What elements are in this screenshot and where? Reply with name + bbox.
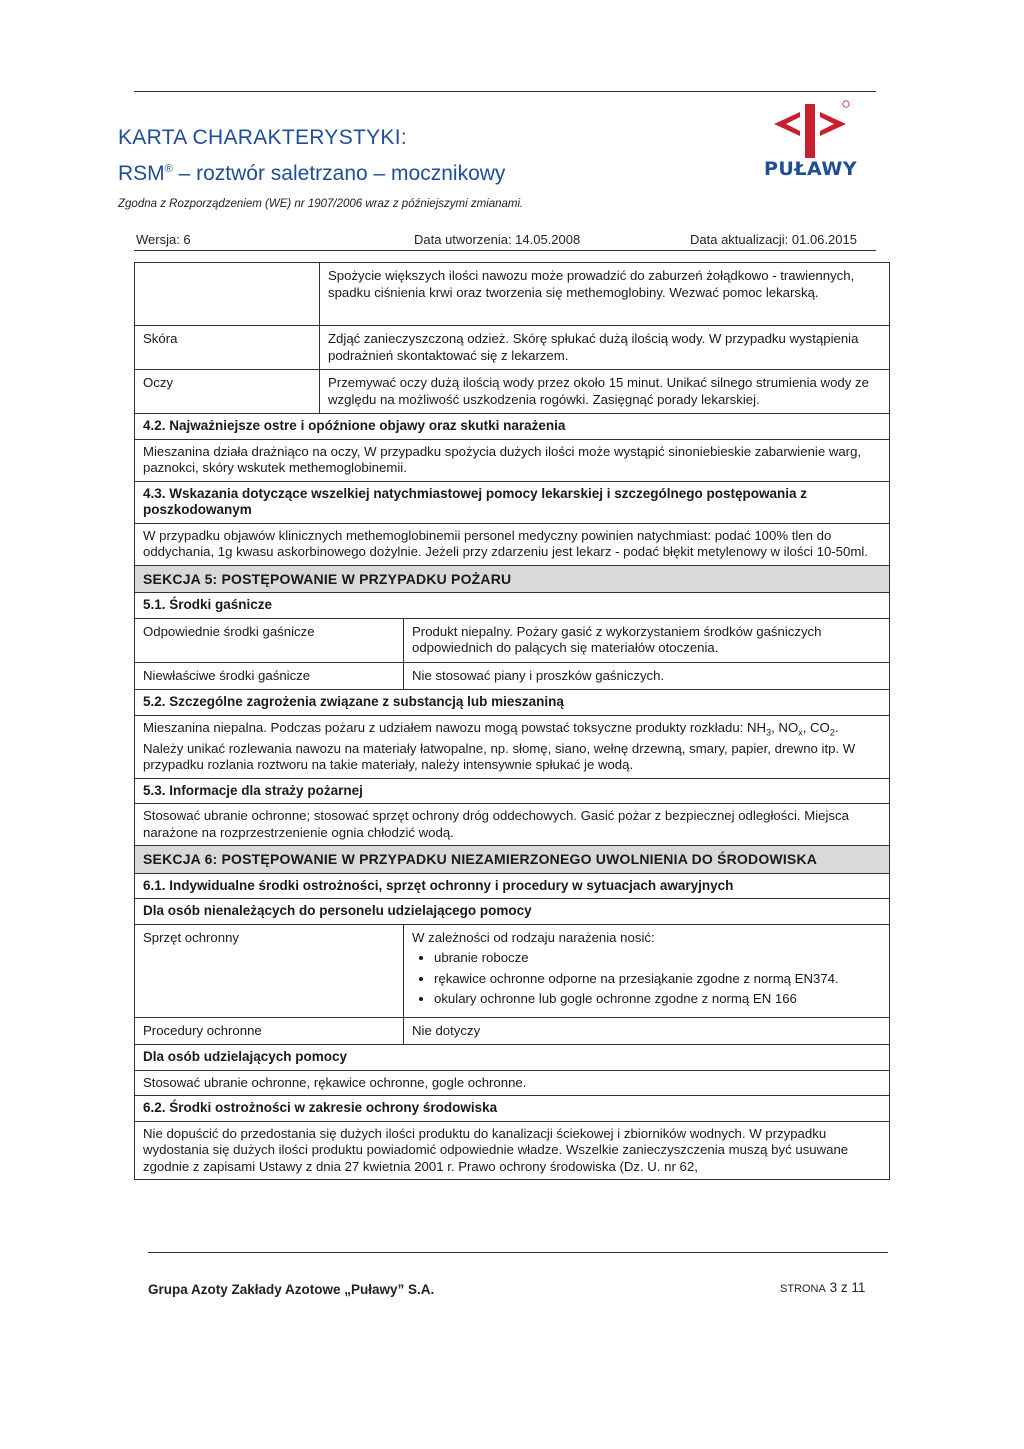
text-5-2-part: . Należy unikać rozlewania nawozu na materiały łatwopalne, np. słomę, siano, wełnę drzewną, smary, papier, drewno itp. W przypadku rozlania roztworu na takie materiały, należy intensywnie spłukać je wodą. — [143, 719, 856, 773]
suitable-media-row — [135, 619, 889, 663]
text-4-2: Mieszanina działa drażniąco na oczy, W przypadku spożycia dużych ilości może wystąpić sinoniebieskie zabarwienie warg, paznokci, skóry wskutek methemoglobinemii. — [135, 440, 889, 482]
unsuitable-media-label: Niewłaściwe środki gaśnicze — [135, 663, 404, 690]
document-title: KARTA CHARAKTERYSTYKI: — [118, 126, 408, 149]
equipment-cell — [404, 925, 889, 1017]
regulation-note: Zgodna z Rozporządzeniem (WE) nr 1907/2006 wraz z późniejszymi zmianami. — [118, 198, 524, 210]
skin-label: Skóra — [135, 326, 320, 369]
text-5-2-part: , NO — [771, 719, 799, 735]
registered-mark: ® — [164, 163, 173, 175]
heading-6-1: 6.1. Indywidualne środki ostrożności, sprzęt ochronny i procedury w sytuacjach awaryjnych — [135, 874, 889, 900]
section-6-title: SEKCJA 6: POSTĘPOWANIE W PRZYPADKU NIEZAMIERZONEGO UWOLNIENIA DO ŚRODOWISKA — [135, 846, 889, 874]
heading-5-3: 5.3. Informacje dla straży pożarnej — [135, 779, 889, 805]
product-name: RSM — [118, 162, 165, 185]
created-date: Data utworzenia: 14.05.2008 — [414, 232, 581, 247]
equipment-list — [412, 950, 881, 1008]
non-staff-heading: Dla osób nienależących do personelu udzielającego pomocy — [135, 899, 889, 925]
page-total: 11 — [851, 1280, 866, 1295]
heading-4-3: 4.3. Wskazania dotyczące wszelkiej natychmiastowej pomocy lekarskiej i szczególnego postępowania z poszkodowanym — [135, 482, 889, 524]
equipment-label: Sprzęt ochronny — [135, 925, 404, 1017]
list-item: • ubranie robocze — [434, 950, 881, 967]
document-body — [134, 262, 890, 1180]
unsuitable-media-row — [135, 663, 889, 691]
ingestion-text: Spożycie większych ilości nawozu może prowadzić do zaburzeń żołądkowo - trawiennych, spadku ciśnienia krwi oraz tworzenia się methemoglobiny. Wezwać pomoc lekarską. — [328, 268, 855, 300]
heading-4-2: 4.2. Najważniejsze ostre i opóźnione objawy oraz skutki narażenia — [135, 414, 889, 440]
staff-text: Stosować ubranie ochronne, rękawice ochronne, gogle ochronne. — [135, 1071, 889, 1097]
text-4-3: W przypadku objawów klinicznych methemoglobinemii personel medyczny powinien natychmiast: podać 100% tlen do oddychania, 1g kwasu askorbinowego dożylnie. Jeżeli przy zdarzeniu jest lekarz - podać błękit metylenowy w ilości 10-50ml. — [135, 524, 889, 566]
eyes-row — [135, 370, 889, 414]
ingestion-row — [135, 263, 889, 326]
meta-rule — [134, 250, 876, 251]
ingestion-label-cell — [135, 263, 320, 325]
procedures-row — [135, 1018, 889, 1046]
version-label: Wersja: 6 — [136, 232, 191, 247]
subscript: x — [798, 727, 803, 738]
subscript: 2 — [829, 727, 835, 738]
equipment-row — [135, 925, 889, 1018]
product-title — [118, 162, 505, 186]
text-5-2-part: Mieszanina niepalna. Podczas pożaru z udziałem nawozu mogą powstać toksyczne produkty rozkładu: NH — [143, 719, 767, 735]
text-6-2: Nie dopuścić do przedostania się dużych ilości produktu do kanalizacji ściekowej i zbiorników wodnych. W przypadku wydostania się dużych ilości produktu powiadomić odpowiednie władze. Wszelkie zanieczyszczenia muszą być usuwane zgodnie z zapisami Ustawy z dnia 27 kwietnia 2001 r. Prawo ochrony środowiska (Dz. U. nr 62, — [143, 1125, 849, 1174]
eyes-text: Przemywać oczy dużą ilością wody przez około 15 minut. Unikać silnego strumienia wody ze względu na możliwość uszkodzenia rogówki. Zasięgnąć porady lekarskiej. — [328, 375, 869, 407]
heading-6-2: 6.2. Środki ostrożności w zakresie ochrony środowiska — [135, 1096, 889, 1122]
text-5-3: Stosować ubranie ochronne; stosować sprzęt ochrony dróg oddechowych. Gasić pożar z bezpiecznej odległości. Miejsca narażone na rozprzestrzenienie ognia chłodzić wodą. — [135, 804, 889, 846]
skin-text: Zdjąć zanieczyszczoną odzież. Skórę spłukać dużą ilością wody. W przypadku wystąpienia podrażnień skontaktować się z lekarzem. — [328, 331, 859, 363]
company-name: Grupa Azoty Zakłady Azotowe „Puławy” S.A. — [148, 1282, 435, 1297]
list-item: • rękawice ochronne odporne na przesiąkanie zgodne z normą EN374. — [434, 971, 881, 988]
page-of: z — [840, 1280, 848, 1295]
heading-5-1: 5.1. Środki gaśnicze — [135, 593, 889, 619]
suitable-media-label: Odpowiednie środki gaśnicze — [135, 619, 404, 662]
unsuitable-media-text: Nie stosować piany i proszków gaśniczych. — [412, 667, 665, 683]
section-5-title: SEKCJA 5: POSTĘPOWANIE W PRZYPADKU POŻARU — [135, 566, 889, 594]
subscript: 3 — [766, 727, 772, 738]
suitable-media-text: Produkt niepalny. Pożary gasić z wykorzystaniem środków gaśniczych odpowiednich do palących się materiałów otoczenia. — [412, 623, 822, 655]
header-rule — [134, 91, 876, 92]
footer-rule — [148, 1252, 888, 1253]
equipment-intro: W zależności od rodzaju narażenia nosić: — [412, 929, 655, 945]
text-5-2-part: , CO — [802, 719, 830, 735]
eyes-label: Oczy — [135, 370, 320, 413]
heading-5-2: 5.2. Szczególne zagrożenia związane z substancją lub mieszaniną — [135, 690, 889, 716]
text-5-2 — [135, 716, 889, 779]
logo-wordmark: PUŁAWY — [764, 158, 858, 180]
staff-heading: Dla osób udzielających pomocy — [135, 1045, 889, 1071]
page-number — [780, 1280, 865, 1295]
procedures-label: Procedury ochronne — [135, 1018, 404, 1045]
updated-date: Data aktualizacji: 01.06.2015 — [690, 232, 857, 247]
page-current: 3 — [829, 1280, 838, 1295]
product-description: – roztwór saletrzano – mocznikowy — [172, 162, 506, 185]
skin-row — [135, 326, 889, 370]
procedures-text: Nie dotyczy — [412, 1022, 481, 1038]
page-label: STRONA — [780, 1283, 826, 1295]
list-item: • okulary ochronne lub gogle ochronne zgodne z normą EN 166 — [434, 991, 881, 1008]
